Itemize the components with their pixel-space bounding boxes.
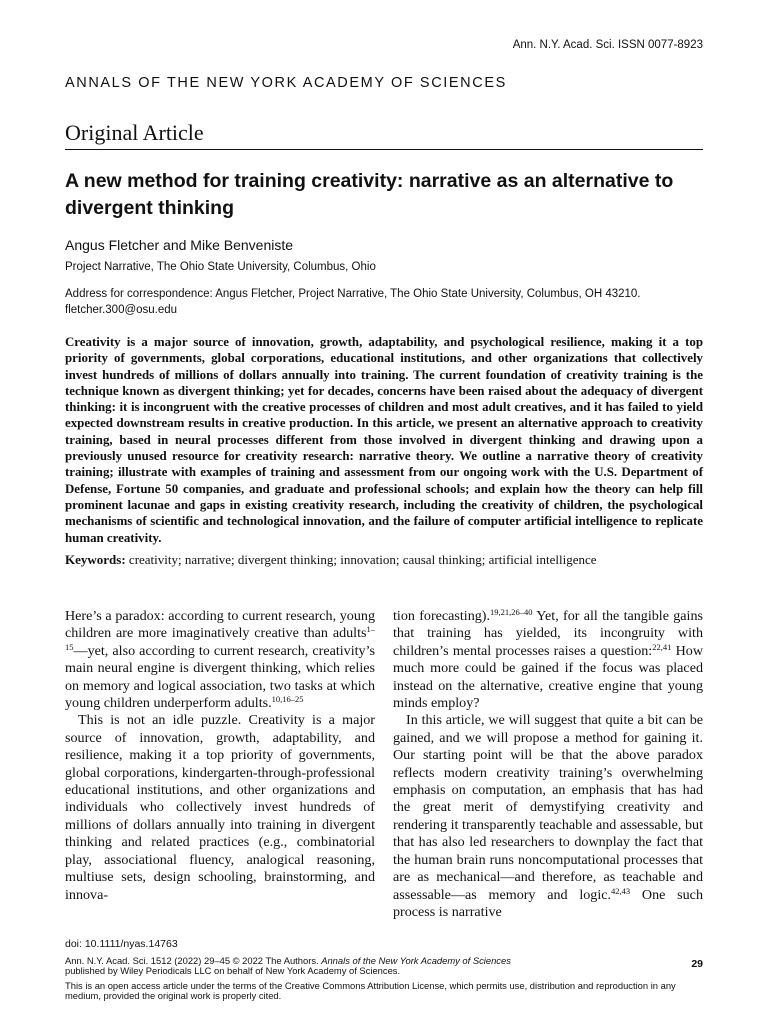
citation-journal: Annals of the New York Academy of Sciences	[321, 955, 511, 966]
keywords	[65, 552, 597, 568]
header-rule	[65, 149, 703, 150]
correspondence-address: Address for correspondence: Angus Fletcher, Project Narrative, The Ohio State University, Columbus, OH 43210. fletcher.300@osu.edu	[65, 288, 641, 316]
body-paragraph: This is not an idle puzzle. Creativity is a major source of innovation, growth, adaptability, and resilience, making it a top priority of governments, global corporations, kindergarten-through-professional educational institutions, and other organizations and individuals who collectively invest hundreds of millions of dollars annually into training in divergent thinking and related practices (e.g., combinatorial play, associational fluency, analogical reasoning, multiuse sets, design schooling, brainstorming, and innova-	[65, 712, 375, 903]
body-paragraph	[393, 712, 703, 921]
keywords-list: creativity; narrative; divergent thinking; innovation; causal thinking; artificial intelligence	[128, 552, 597, 567]
citation-ref[interactable]: 1–15	[65, 624, 375, 652]
journal-name: ANNALS OF THE NEW YORK ACADEMY OF SCIENCES	[65, 75, 507, 91]
citation-text: Ann. N.Y. Acad. Sci. 1512 (2022) 29–45 © 2022 The Authors.	[65, 955, 322, 966]
body-text: In this article, we will suggest that quite a bit can be gained, and we will propose a method for gaining it. Our starting point will be that the above paradox reflects modern creativity training’s overwhelming emphasis on computation, an emphasis that has had the great merit of demystifying creativity and rendering it transparently teachable and assessable, but that has also led researchers to downplay the fact that the human brain runs noncomputational processes that are as mechanical—and therefore, as teachable and assessable—as memory and logic.	[393, 712, 703, 903]
keywords-label: Keywords:	[65, 552, 126, 567]
body-column-right	[393, 608, 703, 921]
citation-ref[interactable]: 22,41	[652, 641, 672, 652]
body-text: tion forecasting).	[393, 608, 491, 624]
article-authors: Angus Fletcher and Mike Benveniste	[65, 237, 294, 253]
author-affiliation: Project Narrative, The Ohio State University, Columbus, Ohio	[65, 261, 376, 273]
body-text: Here’s a paradox: according to current research, young children are more imaginatively creative than adults	[65, 608, 375, 642]
citation-publisher: published by Wiley Periodicals LLC on behalf of New York Academy of Sciences.	[65, 965, 401, 976]
body-text: One such process is narrative	[393, 886, 703, 920]
footer-citation	[65, 956, 625, 976]
page-number: 29	[691, 958, 703, 970]
citation-ref[interactable]: 42,43	[611, 885, 631, 896]
body-text: Yet, for all the tangible gains that training has yielded, its incongruity with children’s mental processes raises a question:	[393, 608, 703, 659]
journal-issn: Ann. N.Y. Acad. Sci. ISSN 0077-8923	[512, 39, 703, 51]
article-type: Original Article	[65, 120, 204, 145]
body-column-left	[65, 608, 375, 904]
license-notice: This is an open access article under the terms of the Creative Commons Attribution License, which permits use, distribution and reproduction in any medium, provided the original work is properly cited.	[65, 980, 676, 1001]
citation-ref[interactable]: 19,21,26–40	[490, 607, 533, 617]
article-title: A new method for training creativity: narrative as an alternative to divergent thinking	[65, 170, 674, 219]
body-text: —yet, also according to current research, creativity’s main neural engine is divergent thinking, which relies on memory and logical association, two tasks at which young children underperform adults.	[65, 642, 375, 712]
abstract: Creativity is a major source of innovation, growth, adaptability, and psychological resilience, making it a top priority of governments, global corporations, educational institutions, and other organizations that collectively invest hundreds of millions of dollars annually into training. The current foundation of creativity training is the technique known as divergent thinking; yet for decades, concerns have been raised about the adequacy of divergent thinking: it is incongruent with the creative processes of children and most adult creatives, and it has failed to yield expected downstream results in creative production. In this article, we present an alternative approach to creativity training, based in neural processes different from those involved in divergent thinking and drawing upon a previously unused resource for creativity research: narrative theory. We outline a narrative theory of creativity training; illustrate with examples of training and assessment from our ongoing work with the U.S. Department of Defense, Fortune 50 companies, and graduate and professional schools; and explain how the theory can help fill prominent lacunae and gaps in existing creativity research, including the creativity of children, the psychological mechanisms of scientific and technological innovation, and the failure of computer artificial intelligence to replicate human creativity.	[65, 335, 703, 545]
doi-link[interactable]: doi: 10.1111/nyas.14763	[65, 938, 178, 950]
citation-ref[interactable]: 10,16–25	[271, 694, 304, 705]
body-text: How much more could be gained if the focus was placed instead on the alternative, creative engine that young minds employ?	[393, 642, 703, 712]
body-paragraph	[393, 608, 703, 712]
body-paragraph	[65, 608, 375, 712]
